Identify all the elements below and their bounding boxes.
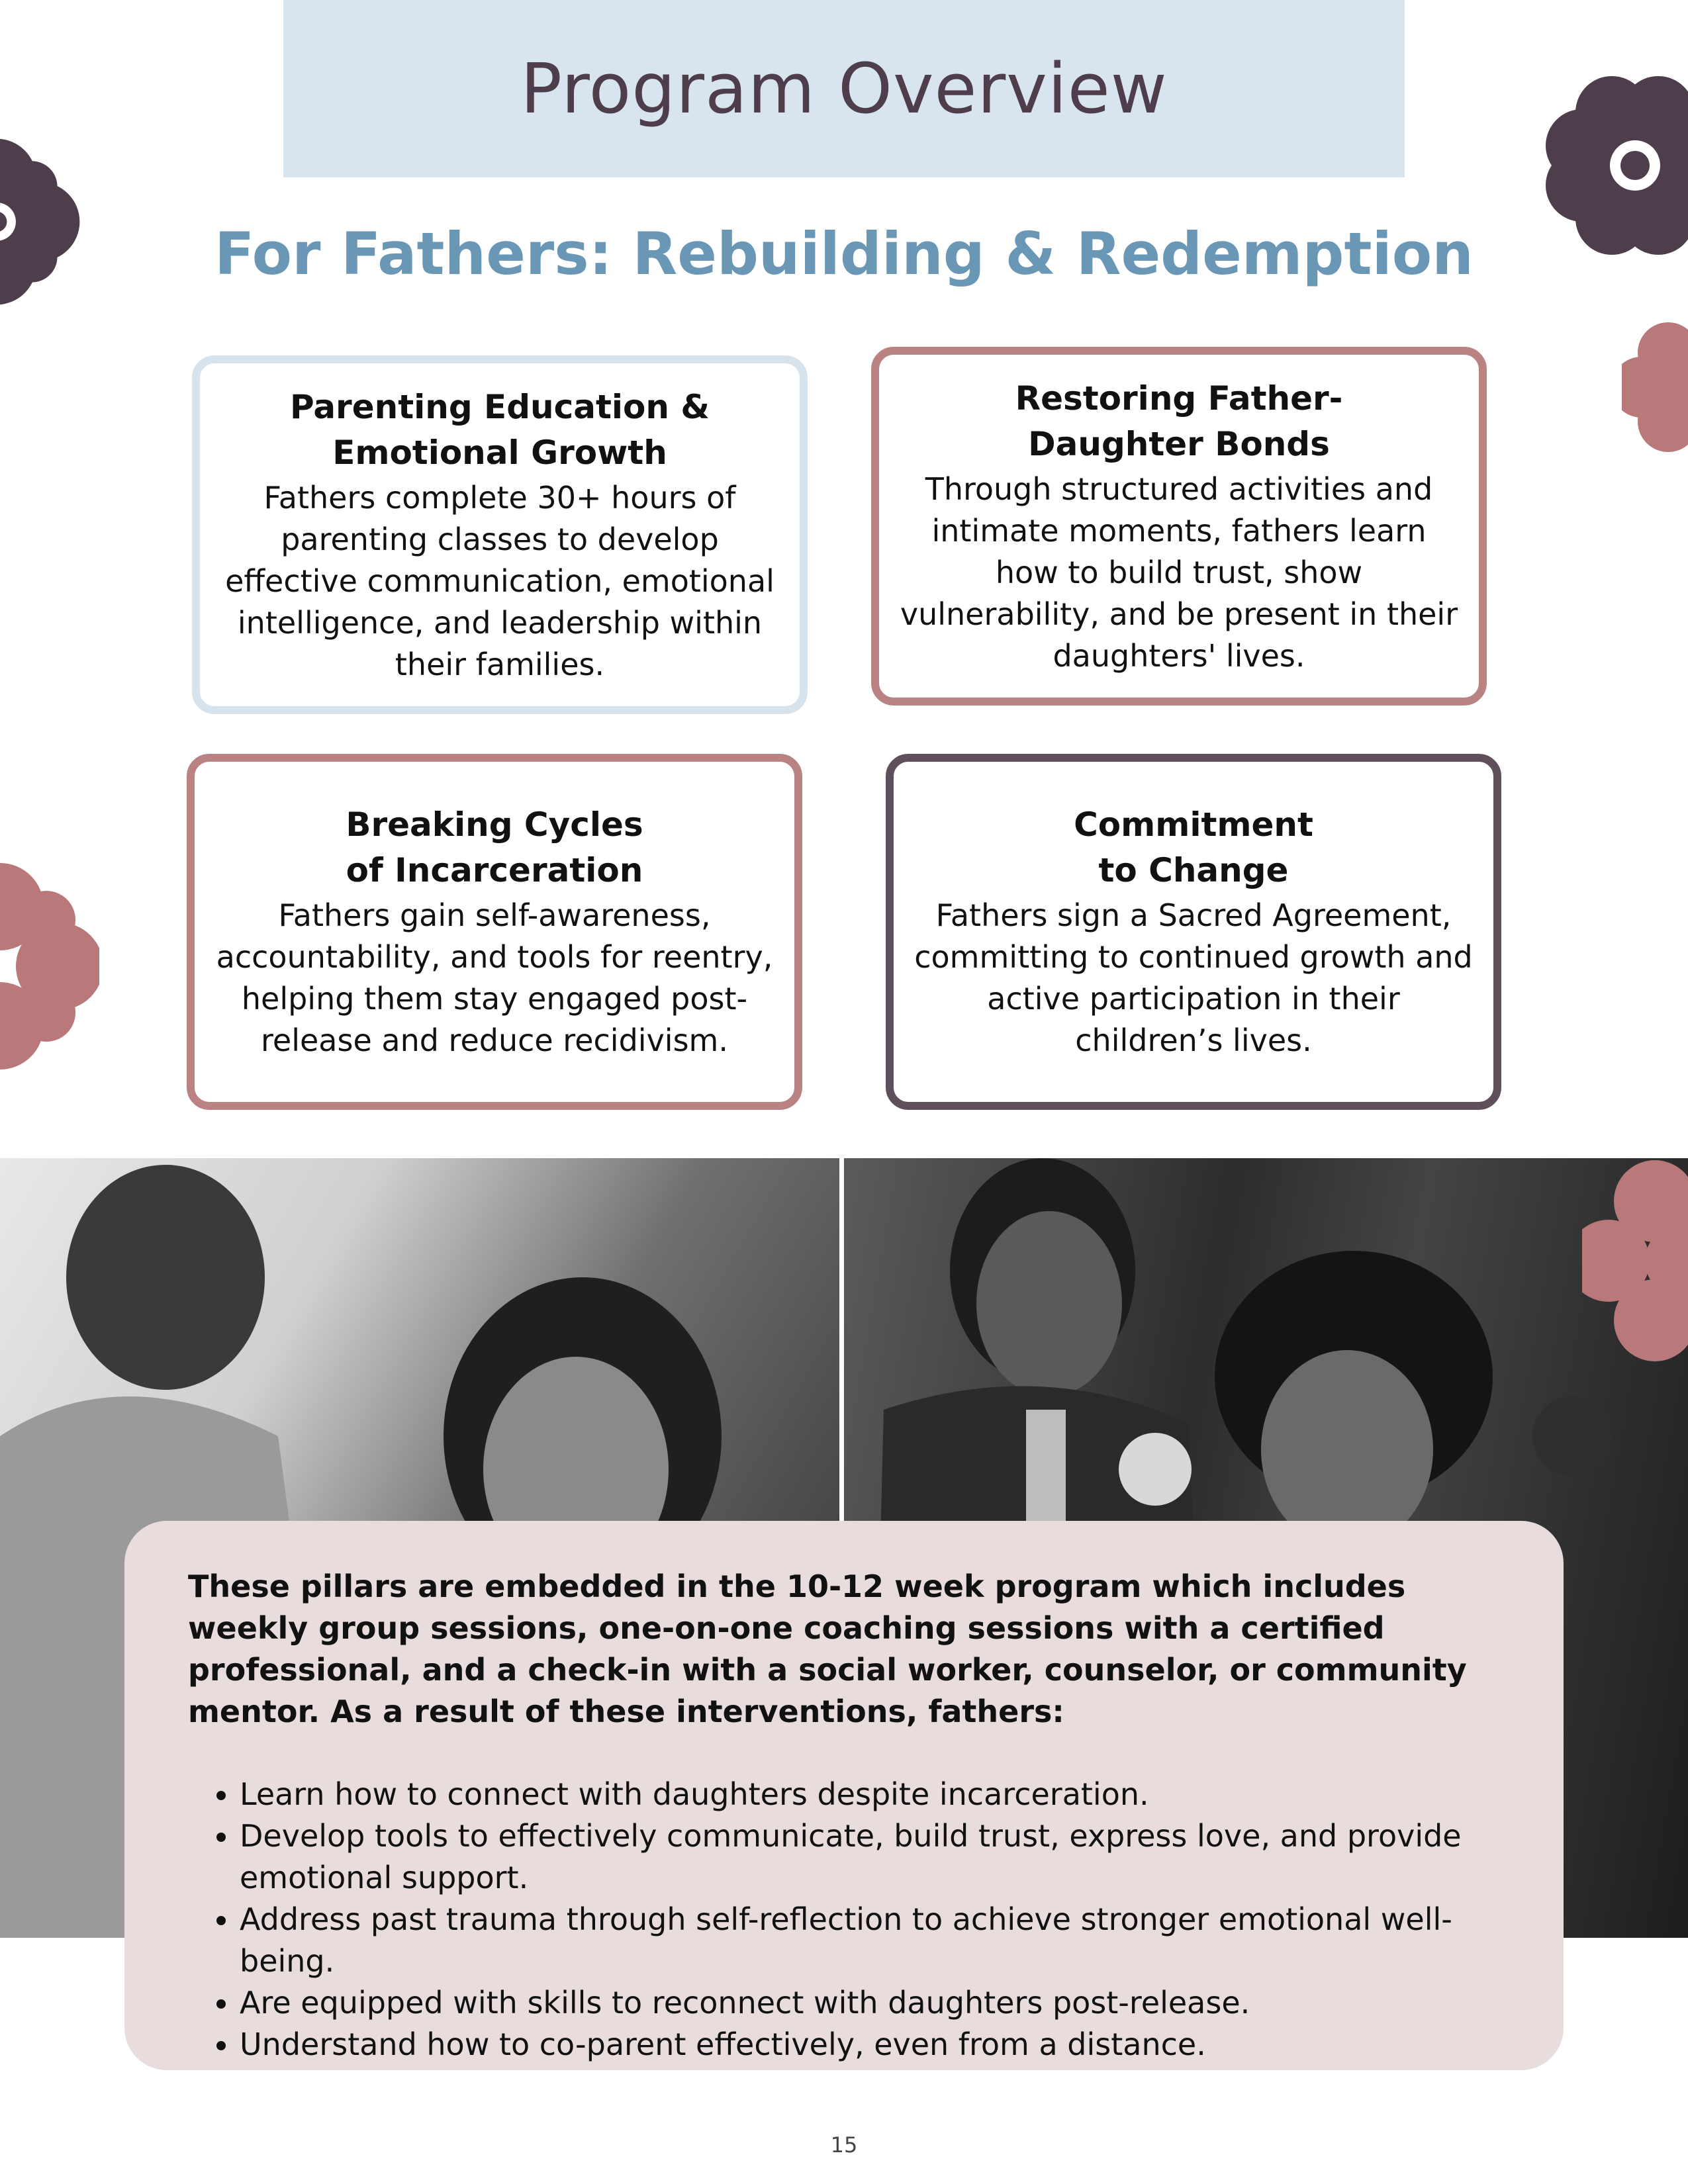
pillar-card-cycles [187,754,802,1110]
pillar-card-parenting [192,355,808,714]
list-item: • Understand how to co-parent effectively, even from a distance. [240,2024,1497,2066]
flower-icon [1542,63,1688,268]
card-heading [1074,802,1313,893]
card-heading [1015,376,1343,467]
summary-panel [124,1521,1564,2070]
section-subtitle: For Fathers: Rebuilding & Redemption [214,220,1474,288]
list-item: • Are equipped with skills to reconnect with daughters post-release. [240,1982,1497,2024]
card-heading-line: Parenting Education & [290,387,710,426]
flower-icon [0,854,99,1079]
card-heading-line: Restoring Father- [1015,379,1343,418]
card-body: Fathers complete 30+ hours of parenting classes to develop effective communication, emotional intelligence, and leadership within their families. [225,479,774,682]
list-item: • Address past trauma through self-reflection to achieve stronger emotional well-being. [240,1899,1497,1982]
flower-icon [1622,318,1688,457]
card-heading-line: Commitment [1074,805,1313,844]
card-body: Fathers gain self-awareness, accountability, and tools for reentry, helping them stay engaged post-release and reduce recidivism. [216,897,773,1058]
pillar-card-bonds [871,347,1487,705]
card-heading-line: of Incarceration [346,851,643,889]
card-heading [346,802,643,893]
title-band [283,0,1405,177]
outcomes-list [188,1774,1497,2066]
card-heading [290,385,710,476]
card-body: Through structured activities and intimate moments, fathers learn how to build trust, show vulnerability, and be present in their daughters' lives. [900,471,1458,674]
card-heading-line: Breaking Cycles [346,805,643,844]
card-heading-line: Daughter Bonds [1028,424,1330,463]
page-number: 15 [830,2132,858,2158]
summary-intro: These pillars are embedded in the 10-12 week program which includes weekly group sessions, one-on-one coaching sessions with a certified professional, and a check-in with a social worker, counselor, or community mentor. As a result of these interventions, fathers: [188,1569,1467,1729]
flower-icon [0,132,93,311]
pillar-card-commitment [886,754,1501,1110]
list-item: • Develop tools to effectively communicate, build trust, express love, and provide emotional support. [240,1815,1497,1899]
page-title: Program Overview [520,48,1168,129]
card-body: Fathers sign a Sacred Agreement, committing to continued growth and active participation in their children’s lives. [914,897,1473,1058]
card-heading-line: Emotional Growth [332,433,667,472]
card-heading-line: to Change [1098,851,1289,889]
flower-icon [1582,1152,1688,1370]
list-item: • Learn how to connect with daughters despite incarceration. [240,1774,1497,1815]
